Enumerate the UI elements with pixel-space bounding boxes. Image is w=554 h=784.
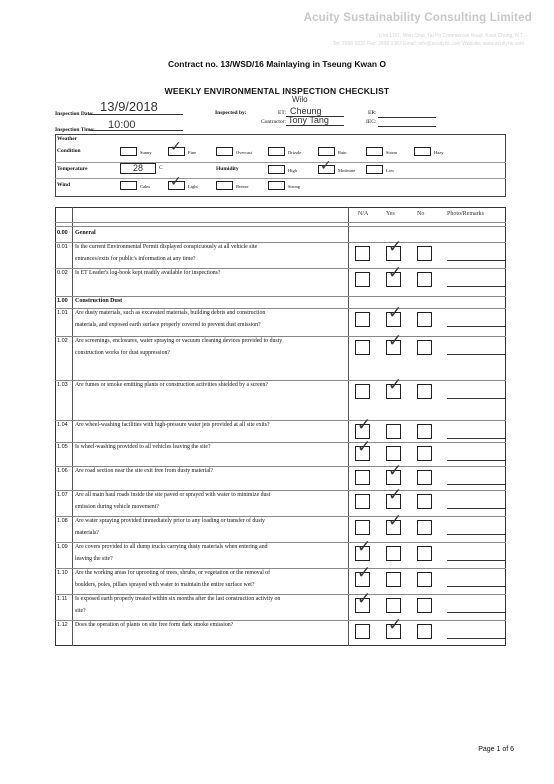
page-number: Page 1 of 6 — [478, 746, 514, 753]
item-question-text: Does the operation of plants on site free form dark smoke emission? — [75, 622, 234, 628]
item-question-text: Are fumes or smoke emitting plants or construction activities shielded by a screen? — [75, 382, 268, 388]
wind-option-label: Strong — [288, 184, 301, 189]
item-number: 1.04 — [57, 422, 68, 428]
humidity-tick: ✓ — [320, 158, 332, 174]
wind-option-label: Breeze — [236, 184, 249, 189]
answer-tick: ✓ — [357, 563, 372, 583]
item-number: 1.08 — [57, 518, 68, 524]
col-yes-header: Yes — [386, 211, 395, 217]
item-number: 1.07 — [57, 492, 68, 498]
answer-checkbox-yes[interactable] — [386, 446, 401, 461]
answer-checkbox-na[interactable] — [355, 384, 370, 399]
table-divider — [55, 222, 506, 223]
answer-checkbox-na[interactable] — [355, 520, 370, 535]
answer-checkbox-no[interactable] — [417, 446, 432, 461]
contractor-label: Contractor: — [261, 119, 287, 125]
answer-tick: ✓ — [388, 485, 403, 505]
condition-checkbox[interactable] — [216, 147, 233, 156]
wind-label: Wind — [57, 182, 71, 188]
answer-checkbox-no[interactable] — [417, 312, 432, 327]
condition-option-label: Storm — [386, 150, 398, 155]
item-question-text: Is exposed earth properly treated within six months after the last construction activity on — [75, 596, 281, 602]
col-remarks-header: Photo/Remarks — [447, 211, 484, 217]
item-question-text: Is the current Environmental Permit displayed conspicuously at all vehicle site — [75, 244, 258, 250]
temperature-label: Temperature — [57, 166, 88, 172]
answer-checkbox-yes[interactable] — [386, 598, 401, 613]
item-question-text: Are covers provided to all dump trucks carrying dusty materials when entering and — [75, 544, 268, 550]
answer-tick: ✓ — [357, 415, 372, 435]
condition-checkbox[interactable] — [366, 147, 383, 156]
inspection-time-value: 10:00 — [108, 119, 136, 131]
humidity-option-label: Moderate — [338, 168, 356, 173]
answer-tick: ✓ — [357, 537, 372, 557]
item-question-text: Are wheel-washing facilities with high-pressure water jets provided at all site exits? — [75, 422, 270, 428]
section-title: Construction Dust — [75, 298, 123, 304]
company-address: Unit 1101, Wan Chai, Tai Po Commercial Road, Kwai Chung, N.T. — [379, 33, 524, 39]
answer-checkbox-no[interactable] — [417, 494, 432, 509]
item-number: 1.03 — [57, 382, 68, 388]
item-number: 1.09 — [57, 544, 68, 550]
condition-option-label: Sunny — [140, 150, 152, 155]
humidity-option-label: High — [288, 168, 297, 173]
item-question-text: emission during vehicle movement? — [75, 503, 159, 510]
remarks-line[interactable] — [447, 438, 505, 439]
answer-tick: ✓ — [357, 437, 372, 457]
answer-checkbox-yes[interactable] — [386, 424, 401, 439]
answer-checkbox-na[interactable] — [355, 340, 370, 355]
condition-tick: ✓ — [170, 139, 182, 155]
inspection-date-value: 13/9/2018 — [100, 99, 158, 114]
item-question-text: Are water spraying provided immediately prior to any loading or transfer of dusty — [75, 518, 265, 524]
answer-checkbox-no[interactable] — [417, 624, 432, 639]
humidity-checkbox[interactable] — [366, 165, 383, 174]
answer-checkbox-na[interactable] — [355, 246, 370, 261]
remarks-line[interactable] — [447, 560, 505, 561]
remarks-line[interactable] — [447, 586, 505, 587]
item-question-text: boulders, poles, pillars sprayed with water to maintain the entire surface wet? — [75, 581, 255, 588]
condition-option-label: Overcast — [236, 150, 252, 155]
answer-checkbox-no[interactable] — [417, 520, 432, 535]
col-no-header: No — [417, 211, 425, 217]
weather-divider — [55, 178, 506, 179]
inspected-by-label: Inspected by: — [215, 110, 247, 116]
wind-checkbox[interactable] — [120, 181, 137, 190]
remarks-line[interactable] — [447, 460, 505, 461]
item-question-text: leaving the site? — [75, 555, 113, 562]
wind-option-label: Calm — [140, 184, 150, 189]
condition-checkbox[interactable] — [414, 147, 431, 156]
inspection-time-line — [90, 121, 183, 131]
answer-checkbox-na[interactable] — [355, 624, 370, 639]
et-label: ET: — [278, 110, 286, 116]
answer-checkbox-na[interactable] — [355, 470, 370, 485]
answer-checkbox-no[interactable] — [417, 572, 432, 587]
answer-tick: ✓ — [388, 615, 403, 635]
item-question-text: construction works for dust suppression? — [75, 349, 170, 356]
humidity-option-label: Low — [386, 168, 395, 173]
item-number: 0.01 — [57, 244, 68, 250]
item-question-text: Is ET Leader's log-book kept readily available for inspections? — [75, 270, 221, 276]
answer-tick: ✓ — [388, 331, 403, 351]
remarks-line[interactable] — [447, 398, 505, 399]
condition-option-label: Rain — [338, 150, 347, 155]
section-number: 0.00 — [57, 230, 68, 236]
answer-checkbox-no[interactable] — [417, 598, 432, 613]
answer-checkbox-na[interactable] — [355, 272, 370, 287]
wind-tick: ✓ — [170, 174, 182, 190]
humidity-label: Humidity — [216, 166, 239, 172]
remarks-line[interactable] — [447, 534, 505, 535]
condition-option-label: Drizzle — [288, 150, 302, 155]
answer-tick: ✓ — [388, 303, 403, 323]
answer-tick: ✓ — [357, 589, 372, 609]
answer-checkbox-na[interactable] — [355, 312, 370, 327]
answer-checkbox-no[interactable] — [417, 340, 432, 355]
contract-title: Contract no. 13/WSD/16 Mainlaying in Tseung Kwan O — [167, 59, 387, 69]
remarks-line[interactable] — [447, 326, 505, 327]
item-number: 1.10 — [57, 570, 68, 576]
checklist-title: WEEKLY ENVIRONMENTAL INSPECTION CHECKLIST — [164, 86, 390, 96]
col-na-header: N/A — [358, 211, 369, 217]
table-col-divider — [72, 207, 73, 646]
row-divider — [55, 296, 506, 297]
item-number: 1.05 — [57, 444, 68, 450]
answer-checkbox-yes[interactable] — [386, 546, 401, 561]
answer-checkbox-no[interactable] — [417, 384, 432, 399]
item-question-text: materials, and exposed earth surface properly covered to prevent dust emission? — [75, 321, 261, 328]
er-label: ER: — [368, 110, 377, 116]
answer-tick: ✓ — [388, 263, 403, 283]
answer-checkbox-no[interactable] — [417, 424, 432, 439]
weather-label: Weather — [57, 136, 78, 142]
item-question-text: entrances/exits for public's information at any time? — [75, 255, 196, 262]
condition-checkbox[interactable] — [318, 147, 335, 156]
item-number: 1.06 — [57, 468, 68, 474]
contractor-value: Tony Tang — [288, 115, 329, 125]
company-name: Acuity Sustainability Consulting Limited — [303, 12, 532, 24]
item-question-text: materials? — [75, 529, 99, 536]
inspection-date-label: Inspection Date: — [55, 111, 94, 117]
humidity-checkbox[interactable] — [268, 165, 285, 174]
answer-checkbox-no[interactable] — [417, 546, 432, 561]
answer-checkbox-na[interactable] — [355, 494, 370, 509]
condition-checkbox[interactable] — [120, 147, 137, 156]
item-question-text: Is wheel-washing provided to all vehicles leaving the site? — [75, 444, 211, 450]
remarks-line[interactable] — [447, 508, 505, 509]
answer-checkbox-no[interactable] — [417, 246, 432, 261]
wind-checkbox[interactable] — [268, 181, 285, 190]
et-value: Cheung — [290, 106, 322, 116]
remarks-line[interactable] — [447, 260, 505, 261]
condition-option-label: Fine — [188, 150, 197, 155]
answer-tick: ✓ — [388, 237, 403, 257]
item-number: 1.12 — [57, 622, 68, 628]
item-number: 1.11 — [57, 596, 68, 602]
item-question-text: Are screenings, enclosures, water spraying or vacuum cleaning devices provided to dusty — [75, 338, 283, 344]
item-question-text: Are all main haul roads inside the site paved or sprayed with water to minimize dust — [75, 492, 271, 498]
item-question-text: Are road section near the site exit free from dusty material? — [75, 468, 214, 474]
answer-checkbox-no[interactable] — [417, 272, 432, 287]
answer-checkbox-no[interactable] — [417, 470, 432, 485]
company-contact: Tel: 2698 6833 Fax: 2698 9383 Email: info@acuityhk.com Website: www.acuityhk.com — [332, 41, 524, 47]
condition-label: Condition — [57, 148, 81, 154]
item-question-text: Are dusty materials, such as excavated materials, building debris and construction — [75, 310, 266, 316]
wind-option-label: Light — [188, 184, 198, 189]
remarks-line[interactable] — [447, 638, 505, 639]
item-number: 1.02 — [57, 338, 68, 344]
remarks-line[interactable] — [447, 286, 505, 287]
wind-checkbox[interactable] — [216, 181, 233, 190]
et-signature: Wilo — [292, 95, 308, 104]
answer-tick: ✓ — [388, 461, 403, 481]
answer-checkbox-yes[interactable] — [386, 572, 401, 587]
condition-checkbox[interactable] — [268, 147, 285, 156]
inspection-time-label: Inspection Time: — [55, 127, 95, 133]
temperature-unit: C — [159, 165, 163, 171]
item-question-text: site? — [75, 607, 86, 614]
remarks-line[interactable] — [447, 612, 505, 613]
section-number: 1.00 — [57, 298, 68, 304]
item-question-text: Are the working areas for uprooting of trees, shrubs, or vegetation or the removal of — [75, 570, 271, 576]
condition-option-label: Hazy — [434, 150, 444, 155]
remarks-line[interactable] — [447, 354, 505, 355]
iec-line — [378, 117, 436, 127]
item-number: 1.01 — [57, 310, 68, 316]
answer-tick: ✓ — [388, 375, 403, 395]
iec-label: IEC: — [366, 119, 377, 125]
table-divider — [55, 226, 506, 227]
answer-tick: ✓ — [388, 511, 403, 531]
remarks-line[interactable] — [447, 484, 505, 485]
item-number: 0.02 — [57, 270, 68, 276]
section-title: General — [75, 230, 96, 236]
temperature-value: 28 — [133, 163, 144, 173]
